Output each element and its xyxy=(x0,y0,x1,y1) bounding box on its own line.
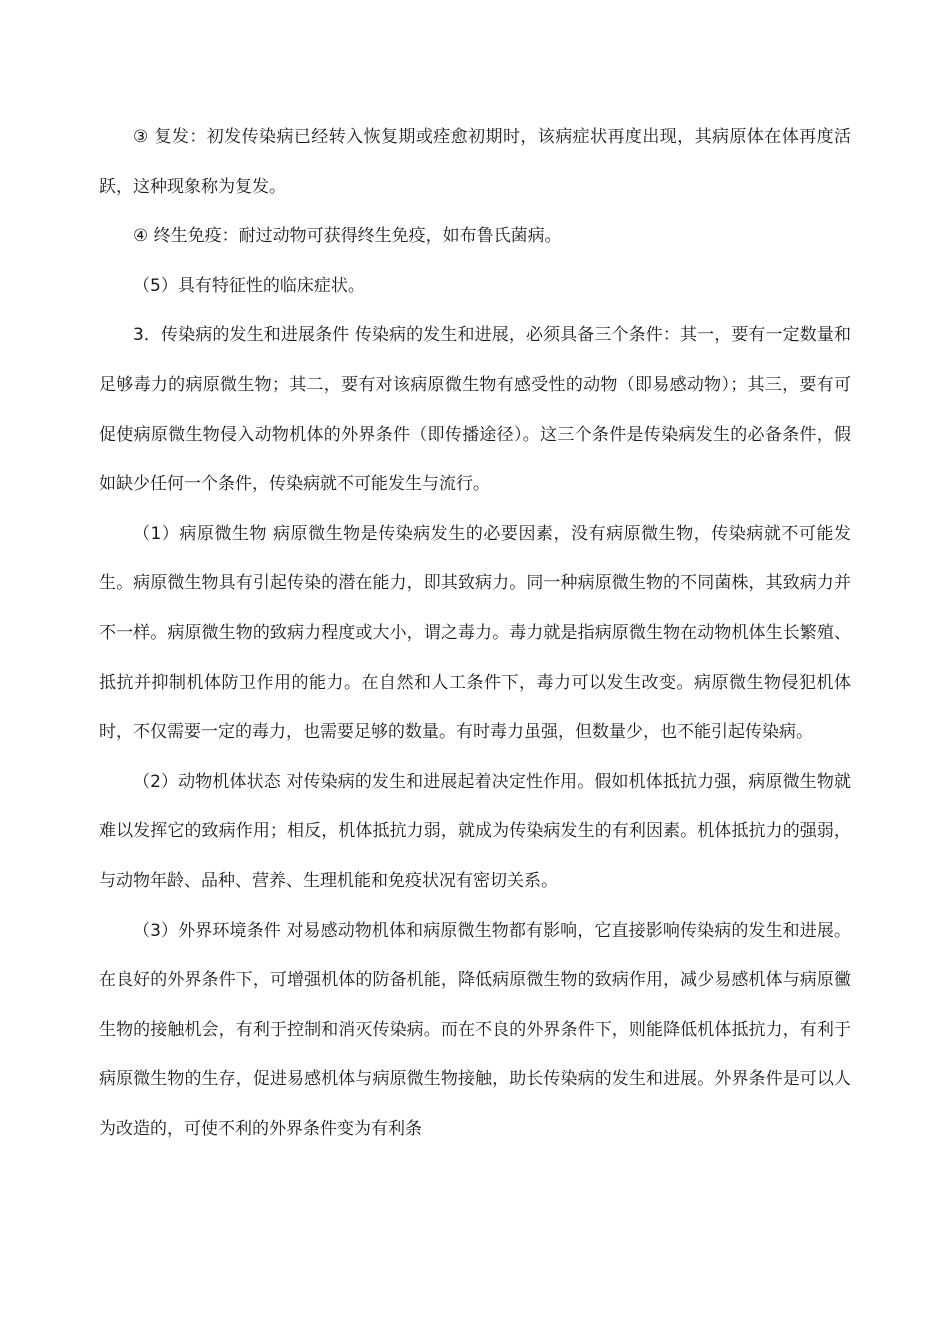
paragraph-recurrence: ③ 复发：初发传染病已经转入恢复期或痊愈初期时，该病症状再度出现，其病原体在体再度活跃，这种现象称为复发。 xyxy=(99,127,851,197)
document-body xyxy=(99,113,851,1154)
paragraph-lifelong-immunity: ④ 终生免疫：耐过动物可获得终生免疫，如布鲁氏菌病。 xyxy=(133,226,562,247)
paragraph-environment: （3）外界环境条件 对易感动物机体和病原微生物都有影响，它直接影响传染病的发生和进展。在良好的外界条件下，可增强机体的防备机能，降低病原微生物的致病作用，减少易感机体与病原黴生物的接触机会，有利于控制和消灭传染病。而在不良的外界条件下，则能降低机体抵抗力，有利于病原微生物的生存，促进易感机体与病原微生物接触，助长传染病的发生和进展。外界条件是可以人为改造的，可使不利的外界条件变为有利条 xyxy=(99,920,851,1139)
paragraph-conditions: 3．传染病的发生和进展条件 传染病的发生和进展，必须具备三个条件：其一，要有一定数量和足够毒力的病原微生物；其二，要有对该病原微生物有感受性的动物（即易感动物）；其三，要有可促使病原微生物侵入动物机体的外界条件（即传播途径）。这三个条件是传染病发生的必备条件，假如缺少任何一个条件，传染病就不可能发生与流行。 xyxy=(99,325,851,495)
paragraph-pathogen: （1）病原微生物 病原微生物是传染病发生的必要因素，没有病原微生物，传染病就不可能发生。病原微生物具有引起传染的潜在能力，即其致病力。同一种病原微生物的不同菌株，其致病力并不一样。病原微生物的致病力程度或大小，谓之毒力。毒力就是指病原微生物在动物机体生长繁殖、抵抗并抑制机体防卫作用的能力。在自然和人工条件下，毒力可以发生改变。病原微生物侵犯机体时，不仅需要一定的毒力，也需要足够的数量。有时毒力虽强，但数量少，也不能引起传染病。 xyxy=(99,523,851,743)
paragraph-host-state: （2）动物机体状态 对传染病的发生和进展起着决定性作用。假如机体抵抗力强，病原微生物就难以发挥它的致病作用；相反，机体抵抗力弱，就成为传染病发生的有利因素。机体抵抗力的强弱，与动物年龄、品种、营养、生理机能和免疫状况有密切关系。 xyxy=(99,771,851,891)
paragraph-clinical-symptoms: （5）具有特征性的临床症状。 xyxy=(133,275,365,296)
